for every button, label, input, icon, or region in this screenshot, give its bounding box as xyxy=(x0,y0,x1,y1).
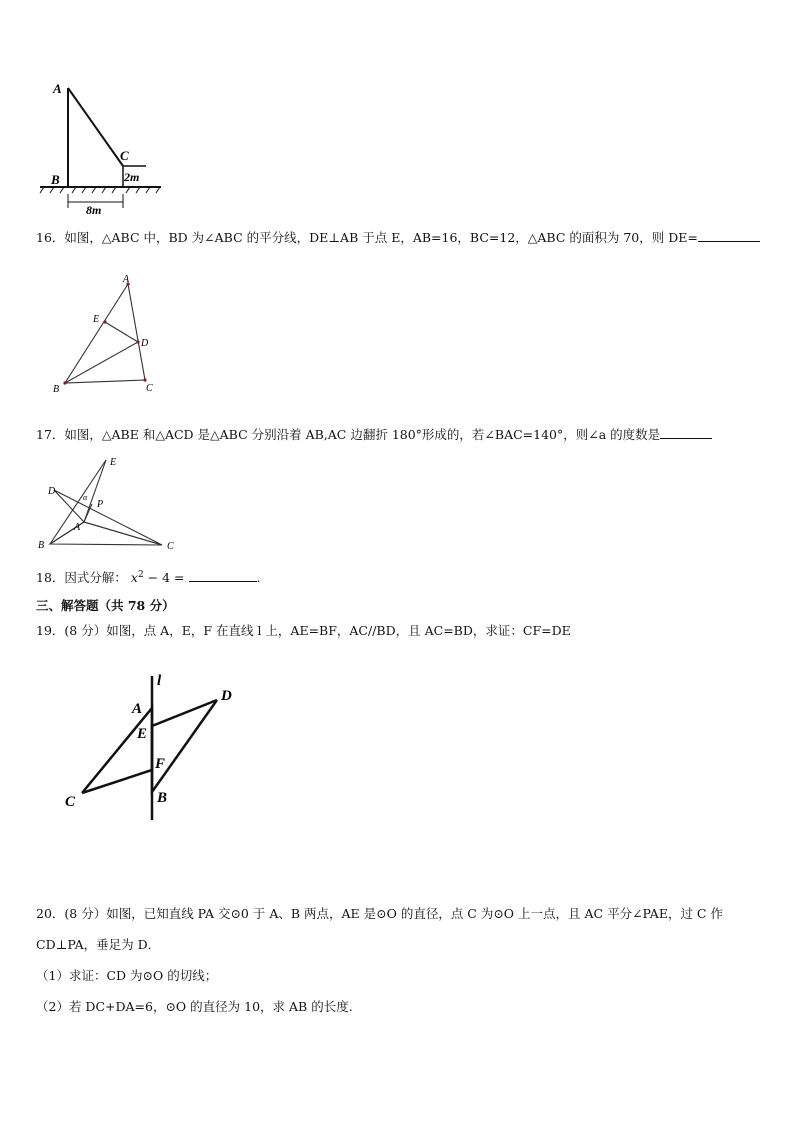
vertex-dots xyxy=(63,282,146,384)
label-p: P xyxy=(97,499,104,510)
q16-statement: 16．如图，△ABC 中，BD 为∠ABC 的平分线，DE⊥AB 于点 E，AB=16，BC=12，△ABC 的面积为 70，则 DE= xyxy=(36,230,698,245)
label-a: A xyxy=(123,274,130,285)
figure-15 xyxy=(36,80,166,220)
segment-d-e-b xyxy=(152,700,217,792)
q18-expr-base: x xyxy=(130,570,138,586)
q19-text: 19．(8 分）如图，点 A，E，F 在直线 l 上，AE=BF，AC//BD，且 AC=BD，求证：CF=DE xyxy=(36,623,571,638)
label-d: D xyxy=(141,338,149,349)
triangle-acd xyxy=(54,490,162,545)
q20-line-1: 20．(8 分）如图，已知直线 PA 交⊙0 于 A、B 两点，AE 是⊙O 的直径，点 C 为⊙O 上一点，且 AC 平分∠PAE，过 C 作 xyxy=(36,906,723,921)
segment-bd xyxy=(65,342,138,383)
q16-text xyxy=(36,229,760,247)
q20-part-1: （1）求证：CD 为⊙O 的切线； xyxy=(36,968,218,983)
q18-expr-sup: 2 xyxy=(137,570,144,580)
label-l: l xyxy=(157,673,162,689)
figure-17 xyxy=(36,452,186,557)
label-b: B xyxy=(157,790,168,806)
label-8m: 8m xyxy=(86,203,102,217)
label-d: D xyxy=(48,486,56,497)
label-c: C xyxy=(146,383,153,394)
segment-de xyxy=(105,322,138,342)
q18-answer-blank[interactable] xyxy=(189,569,257,582)
section-3-title: 三、解答题（共 78 分） xyxy=(36,598,175,613)
label-b: B xyxy=(51,172,60,187)
q17-answer-blank[interactable] xyxy=(660,426,712,439)
label-f: F xyxy=(155,756,166,772)
q16-answer-blank[interactable] xyxy=(698,229,760,242)
label-a: A xyxy=(53,81,62,96)
segment-c-a-f xyxy=(82,708,152,793)
q20-line-2: CD⊥PA，垂足为 D． xyxy=(36,937,161,952)
q17-statement: 17．如图，△ABE 和△ACD 是△ABC 分别沿着 AB,AC 边翻折 180°形成的，若∠BAC=140°，则∠a 的度数是 xyxy=(36,427,661,442)
q18-text xyxy=(36,566,260,587)
segment-ac xyxy=(68,88,123,166)
q20-part-2: （2）若 DC+DA=6，⊙O 的直径为 10，求 AB 的长度. xyxy=(36,999,353,1014)
figure-19 xyxy=(60,670,250,830)
label-a: A xyxy=(74,522,81,533)
label-d: D xyxy=(221,688,232,704)
label-e: E xyxy=(137,726,148,742)
q18-prompt: 18．因式分解： xyxy=(36,570,127,586)
label-2m: 2m xyxy=(124,170,140,184)
label-c: C xyxy=(167,541,174,552)
label-b: B xyxy=(53,384,60,395)
figure-16 xyxy=(50,272,160,397)
q18-expr-rest: − 4 = xyxy=(143,570,185,586)
q17-text xyxy=(36,426,712,444)
label-e: E xyxy=(110,457,117,468)
label-c: C xyxy=(120,148,129,163)
q18-period: . xyxy=(256,570,261,586)
label-alpha: α xyxy=(83,493,88,502)
label-e: E xyxy=(93,314,100,325)
triangle-abc xyxy=(65,284,145,383)
label-b: B xyxy=(38,540,45,551)
label-a: A xyxy=(132,701,143,717)
label-c: C xyxy=(65,794,76,810)
